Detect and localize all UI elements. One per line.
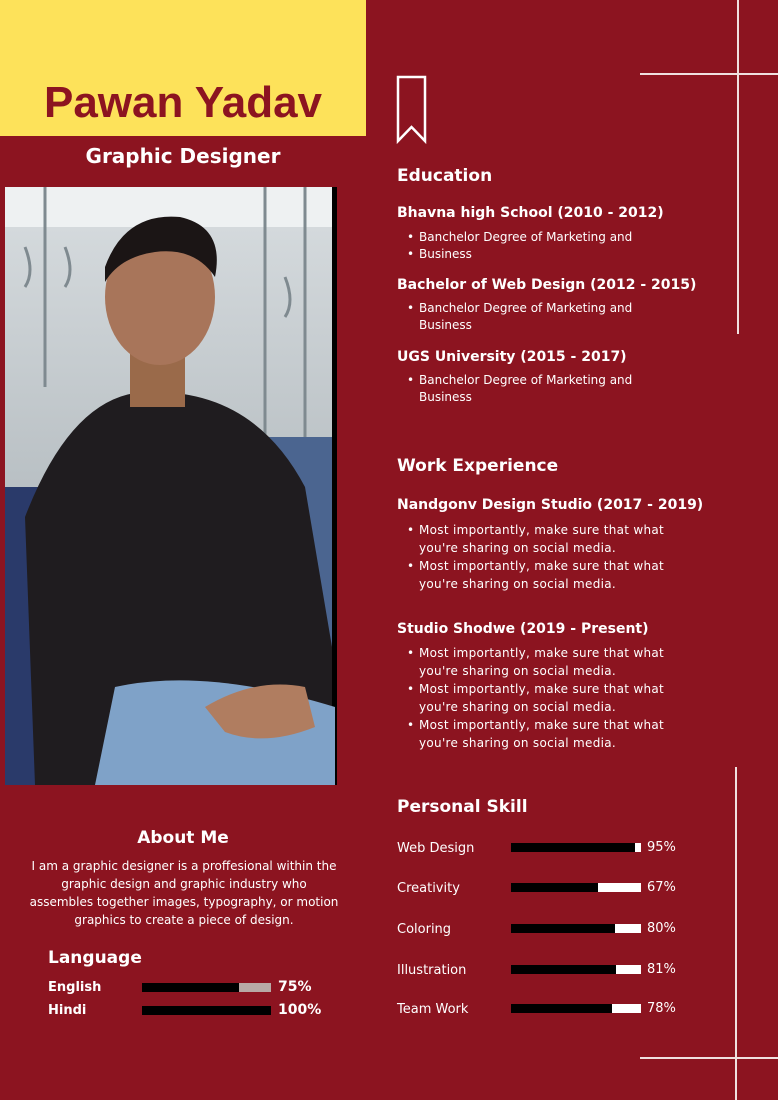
skill-label: Coloring bbox=[397, 922, 452, 937]
language-label: Hindi bbox=[48, 1003, 87, 1018]
work-experience-heading: Work Experience bbox=[397, 456, 559, 476]
language-bar bbox=[142, 983, 271, 992]
skill-bar-fill bbox=[511, 965, 616, 974]
language-percent: 100% bbox=[278, 1002, 322, 1018]
education-detail-line: Business bbox=[419, 318, 472, 332]
education-detail-line: • Banchelor Degree of Marketing and bbox=[397, 229, 697, 246]
skill-label: Web Design bbox=[397, 841, 475, 856]
skill-bar-fill bbox=[511, 843, 635, 852]
skill-bar bbox=[511, 883, 641, 892]
work-bullet-line: Most importantly, make sure that what bbox=[419, 559, 665, 573]
profile-photo bbox=[5, 187, 337, 785]
language-bar-fill bbox=[142, 983, 239, 992]
education-item-title: UGS University (2015 - 2017) bbox=[397, 349, 627, 365]
bookmark-icon bbox=[396, 75, 428, 145]
skill-bar bbox=[511, 843, 641, 852]
work-bullet bbox=[397, 557, 717, 593]
skill-bar bbox=[511, 965, 641, 974]
skill-bar-fill bbox=[511, 924, 615, 933]
skill-percent: 95% bbox=[647, 840, 676, 855]
job-title: Graphic Designer bbox=[85, 144, 281, 168]
skill-percent: 80% bbox=[647, 921, 676, 936]
language-bar-fill bbox=[142, 1006, 271, 1015]
work-item-title: Nandgonv Design Studio (2017 - 2019) bbox=[397, 497, 704, 513]
skill-label: Team Work bbox=[397, 1002, 469, 1017]
education-detail-text: Business bbox=[419, 247, 472, 261]
language-bar bbox=[142, 1006, 271, 1015]
decor-line-top-h bbox=[640, 73, 778, 75]
skill-label: Creativity bbox=[397, 881, 460, 896]
work-bullet-line: Most importantly, make sure that what bbox=[419, 523, 665, 537]
work-bullet-line: Most importantly, make sure that what bbox=[419, 682, 665, 696]
about-heading: About Me bbox=[137, 828, 229, 848]
education-item-detail bbox=[397, 229, 697, 263]
work-item-title: Studio Shodwe (2019 - Present) bbox=[397, 621, 649, 637]
work-item-bullets bbox=[397, 644, 717, 752]
work-bullet-line: you're sharing on social media. bbox=[419, 541, 617, 555]
work-bullet-line: you're sharing on social media. bbox=[419, 736, 617, 750]
work-bullet-line: Most importantly, make sure that what bbox=[419, 646, 665, 660]
skill-percent: 78% bbox=[647, 1001, 676, 1016]
language-label: English bbox=[48, 980, 102, 995]
education-detail-line: • Banchelor Degree of Marketing and bbox=[397, 372, 697, 389]
work-bullet bbox=[397, 680, 717, 716]
work-bullet bbox=[397, 644, 717, 680]
decor-line-bottom-v bbox=[735, 767, 737, 1100]
work-bullet bbox=[397, 521, 717, 557]
person-name: Pawan Yadav bbox=[43, 78, 323, 127]
skill-bar-fill bbox=[511, 883, 598, 892]
decor-line-bottom-h bbox=[640, 1057, 778, 1059]
work-bullet-line: you're sharing on social media. bbox=[419, 664, 617, 678]
language-heading: Language bbox=[48, 948, 142, 968]
education-item-title: Bachelor of Web Design (2012 - 2015) bbox=[397, 277, 697, 293]
work-bullet-line: you're sharing on social media. bbox=[419, 577, 617, 591]
work-bullet-line: you're sharing on social media. bbox=[419, 700, 617, 714]
skill-bar bbox=[511, 924, 641, 933]
work-bullet-line: Most importantly, make sure that what bbox=[419, 718, 665, 732]
skill-percent: 81% bbox=[647, 962, 676, 977]
language-percent: 75% bbox=[278, 979, 312, 995]
education-detail-line: Business bbox=[419, 390, 472, 404]
decor-line-top-v bbox=[737, 0, 739, 334]
personal-skill-heading: Personal Skill bbox=[397, 797, 528, 817]
work-item-bullets bbox=[397, 521, 717, 593]
education-heading: Education bbox=[397, 166, 493, 186]
education-item-title: Bhavna high School (2010 - 2012) bbox=[397, 205, 664, 221]
education-item-detail bbox=[397, 372, 697, 406]
work-bullet bbox=[397, 716, 717, 752]
education-item-detail bbox=[397, 300, 697, 334]
education-detail-line bbox=[397, 246, 697, 263]
skill-label: Illustration bbox=[397, 963, 467, 978]
education-detail-line: • Banchelor Degree of Marketing and bbox=[397, 300, 697, 317]
about-text: I am a graphic designer is a proffesional within the graphic design and graphic industry who assembles together images, typography, or motion graphics to create a piece of design. bbox=[29, 859, 339, 927]
skill-bar bbox=[511, 1004, 641, 1013]
skill-bar-fill bbox=[511, 1004, 612, 1013]
skill-percent: 67% bbox=[647, 880, 676, 895]
